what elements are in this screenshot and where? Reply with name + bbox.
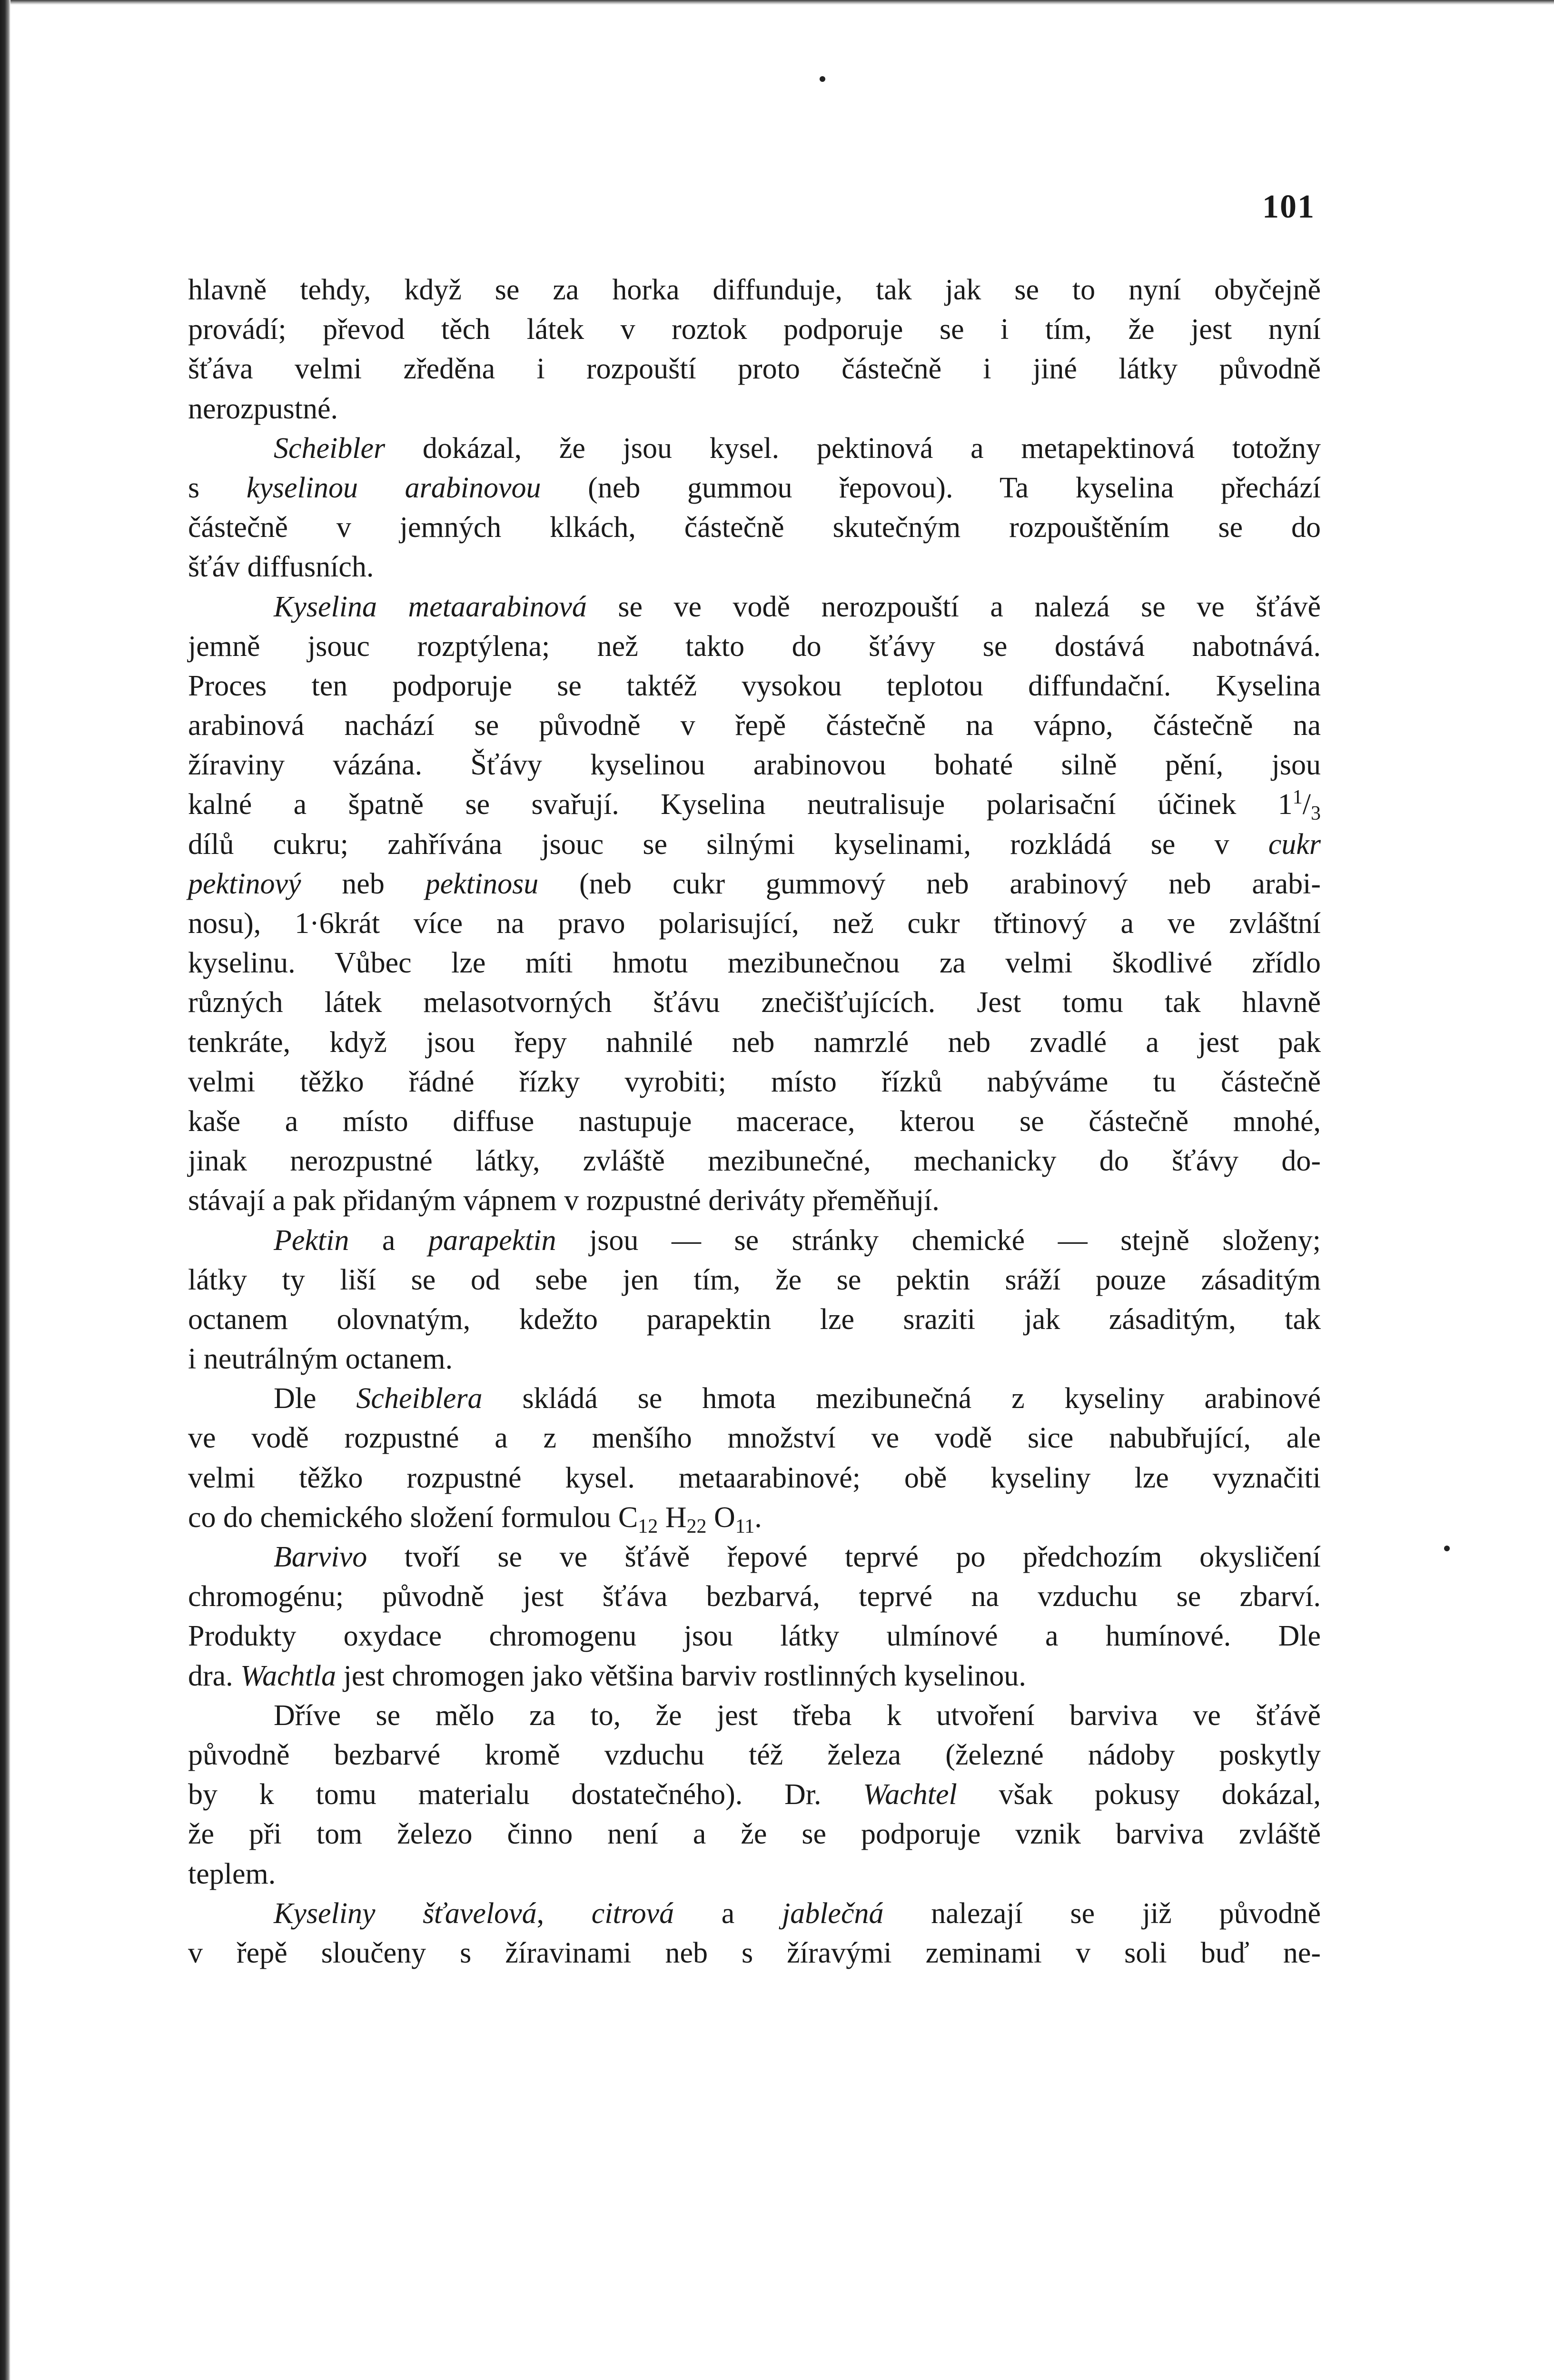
italic-text: Kyselina metaarabinová (274, 590, 587, 623)
text-line (188, 1537, 1321, 1577)
text-line (188, 1062, 1321, 1102)
text-line (188, 1181, 1321, 1220)
text-segment: by k tomu materialu dostatečného). Dr. (188, 1778, 863, 1811)
text-line (188, 1260, 1321, 1300)
scan-speck (1444, 1546, 1450, 1551)
text-segment: provádí; převod těch látek v roztok podporuje se i tím, že jest nyní (188, 313, 1321, 346)
text-segment: O (706, 1501, 735, 1534)
text-line (188, 468, 1321, 508)
scan-top-edge (0, 0, 1554, 5)
text-segment: arabinová nachází se původně v řepě částečně na vápno, částečně na (188, 709, 1321, 742)
text-segment: velmi těžko řádné řízky vyrobiti; místo řízků nabýváme tu částečně (188, 1065, 1321, 1098)
subscript: 3 (1311, 803, 1321, 825)
text-line (188, 1894, 1321, 1934)
text-segment: hlavně tehdy, když se za horka diffunduje, tak jak se to nyní obyčejně (188, 274, 1321, 306)
text-segment: šťáv diffusních. (188, 551, 374, 584)
scan-left-edge (0, 0, 10, 2380)
text-line (188, 1141, 1321, 1181)
text-segment: tenkráte, když jsou řepy nahnilé neb namrzlé neb zvadlé a jest pak (188, 1026, 1321, 1059)
text-line (188, 1458, 1321, 1498)
italic-text: Wachtel (863, 1778, 957, 1811)
subscript: 12 (638, 1515, 658, 1537)
text-segment: skládá se hmota mezibunečná z kyseliny arabinové (482, 1382, 1321, 1415)
text-segment: se ve vodě nerozpouští a nalezá se ve šťávě (586, 590, 1321, 623)
text-segment: (neb gummou řepovou). Ta kyselina přechází (541, 471, 1321, 504)
text-segment: jinak nerozpustné látky, zvláště mezibunečné, mechanicky do šťávy do- (188, 1145, 1321, 1178)
text-line (188, 864, 1321, 904)
text-line (188, 547, 1321, 587)
text-segment: jemně jsouc rozptýlena; než takto do šťávy se dostává nabotnává. (188, 630, 1321, 663)
italic-text: Barvivo (274, 1541, 367, 1573)
text-segment: že při tom železo činno není a že se podporuje vznik barviva zvláště (188, 1818, 1321, 1851)
text-segment: dra. (188, 1659, 241, 1692)
subscript: 22 (686, 1515, 707, 1537)
text-segment: částečně v jemných klkách, částečně skutečným rozpouštěním se do (188, 511, 1321, 544)
text-line (188, 1934, 1321, 1973)
text-line (188, 785, 1321, 824)
text-line (188, 1854, 1321, 1894)
text-segment: (neb cukr gummový neb arabinový neb arabi- (538, 867, 1321, 900)
text-segment: s (188, 471, 247, 504)
text-line (188, 1735, 1321, 1775)
text-segment: a (349, 1224, 428, 1257)
text-segment: různých látek melasotvorných šťávu znečišťujících. Jest tomu tak hlavně (188, 986, 1321, 1019)
text-line (188, 1696, 1321, 1735)
italic-text: Kyseliny šťavelová (274, 1897, 537, 1930)
text-segment: nerozpustné. (188, 392, 338, 425)
text-segment: velmi těžko rozpustné kysel. metaarabinové; obě kyseliny lze vyznačiti (188, 1461, 1321, 1494)
text-line (188, 429, 1321, 468)
text-line (188, 627, 1321, 666)
text-line (188, 1498, 1321, 1537)
text-line (188, 943, 1321, 983)
text-segment: v řepě sloučeny s žíravinami neb s žíravými zeminami v soli buď ne- (188, 1936, 1321, 1969)
text-segment: / (1302, 788, 1311, 821)
text-segment: tvoří se ve šťávě řepové teprvé po předchozím okysličení (367, 1541, 1321, 1573)
italic-text: Wachtla (240, 1659, 337, 1692)
text-segment: Dříve se mělo za to, že jest třeba k utvoření barviva ve šťávě (274, 1699, 1321, 1732)
text-segment: látky ty liší se od sebe jen tím, že se pektin sráží pouze zásaditým (188, 1263, 1321, 1296)
text-line (188, 1815, 1321, 1854)
text-segment: jest chromogen jako většina barviv rostlinných kyselinou. (336, 1659, 1026, 1692)
text-line (188, 1339, 1321, 1379)
italic-text: kyselinou arabinovou (246, 471, 541, 504)
page-number: 101 (1262, 188, 1315, 225)
text-segment: jsou — se stránky chemické — stejně složeny; (556, 1224, 1321, 1257)
text-segment: kaše a místo diffuse nastupuje macerace, kterou se částečně mnohé, (188, 1105, 1321, 1138)
text-line (188, 1616, 1321, 1656)
text-line (188, 1656, 1321, 1696)
text-line (188, 666, 1321, 706)
text-line (188, 1775, 1321, 1815)
text-line (188, 508, 1321, 547)
text-segment: a (674, 1897, 782, 1930)
text-segment: ve vodě rozpustné a z menšího množství ve vodě sice nabubřující, ale (188, 1422, 1321, 1455)
text-segment: nosu), 1·6krát více na pravo polarisující, než cukr třtinový a ve zvláštní (188, 907, 1321, 940)
text-line (188, 310, 1321, 349)
text-line (188, 1577, 1321, 1616)
italic-text: pektinosu (425, 867, 539, 900)
text-segment: teplem. (188, 1857, 276, 1890)
text-segment: octanem olovnatým, kdežto parapektin lze sraziti jak zásaditým, tak (188, 1303, 1321, 1336)
text-segment: Dle (274, 1382, 356, 1415)
text-line (188, 1221, 1321, 1260)
text-segment: původně bezbarvé kromě vzduchu též železa (železné nádoby poskytly (188, 1738, 1321, 1771)
text-line (188, 745, 1321, 785)
text-segment: šťáva velmi zředěna i rozpouští proto částečně i jiné látky původně (188, 353, 1321, 386)
text-line (188, 904, 1321, 943)
italic-text: Scheiblera (356, 1382, 483, 1415)
text-line (188, 1379, 1321, 1418)
italic-text: Pektin (274, 1224, 349, 1257)
italic-text: parapektin (428, 1224, 556, 1257)
text-segment: Proces ten podporuje se taktéž vysokou teplotou diffundační. Kyselina (188, 669, 1321, 702)
scan-speck (820, 76, 825, 82)
text-segment: však pokusy dokázal, (957, 1778, 1321, 1811)
italic-text: Scheibler (274, 432, 386, 465)
superscript: 1 (1292, 786, 1303, 809)
text-line (188, 587, 1321, 627)
text-segment: dokázal, že jsou kysel. pektinová a metapektinová totožny (385, 432, 1321, 465)
text-segment: neb (301, 867, 426, 900)
text-segment: nalezají se již původně (883, 1897, 1321, 1930)
text-line (188, 983, 1321, 1022)
text-segment: , (536, 1897, 592, 1930)
text-segment: stávají a pak přidaným vápnem v rozpustné deriváty přeměňují. (188, 1184, 940, 1217)
subscript: 11 (735, 1515, 755, 1537)
italic-text: pektinový (188, 867, 301, 900)
text-segment: chromogénu; původně jest šťáva bezbarvá, teprvé na vzduchu se zbarví. (188, 1580, 1321, 1613)
text-segment: dílů cukru; zahřívána jsouc se silnými kyselinami, rozkládá se v (188, 828, 1268, 861)
text-line (188, 1300, 1321, 1339)
text-segment: kyselinu. Vůbec lze míti hmotu mezibunečnou za velmi škodlivé zřídlo (188, 947, 1321, 980)
text-line (188, 1102, 1321, 1141)
italic-text: cukr (1268, 828, 1321, 861)
italic-text: jablečná (782, 1897, 884, 1930)
italic-text: citrová (591, 1897, 674, 1930)
text-segment: kalné a špatně se svařují. Kyselina neutralisuje polarisační účinek 1 (188, 788, 1293, 821)
text-segment: žíraviny vázána. Šťávy kyselinou arabinovou bohaté silně pění, jsou (188, 749, 1321, 782)
text-line (188, 1023, 1321, 1062)
text-segment: Produkty oxydace chromogenu jsou látky ulmínové a humínové. Dle (188, 1620, 1321, 1653)
text-line (188, 1418, 1321, 1458)
text-line (188, 706, 1321, 745)
text-segment: co do chemického složení formulou C (188, 1501, 638, 1534)
text-segment: . (754, 1501, 762, 1534)
text-line (188, 349, 1321, 389)
body-text (188, 270, 1321, 1973)
text-segment: H (658, 1501, 687, 1534)
text-line (188, 389, 1321, 429)
text-line (188, 825, 1321, 864)
text-segment: i neutrálným octanem. (188, 1343, 453, 1376)
text-line (188, 270, 1321, 310)
